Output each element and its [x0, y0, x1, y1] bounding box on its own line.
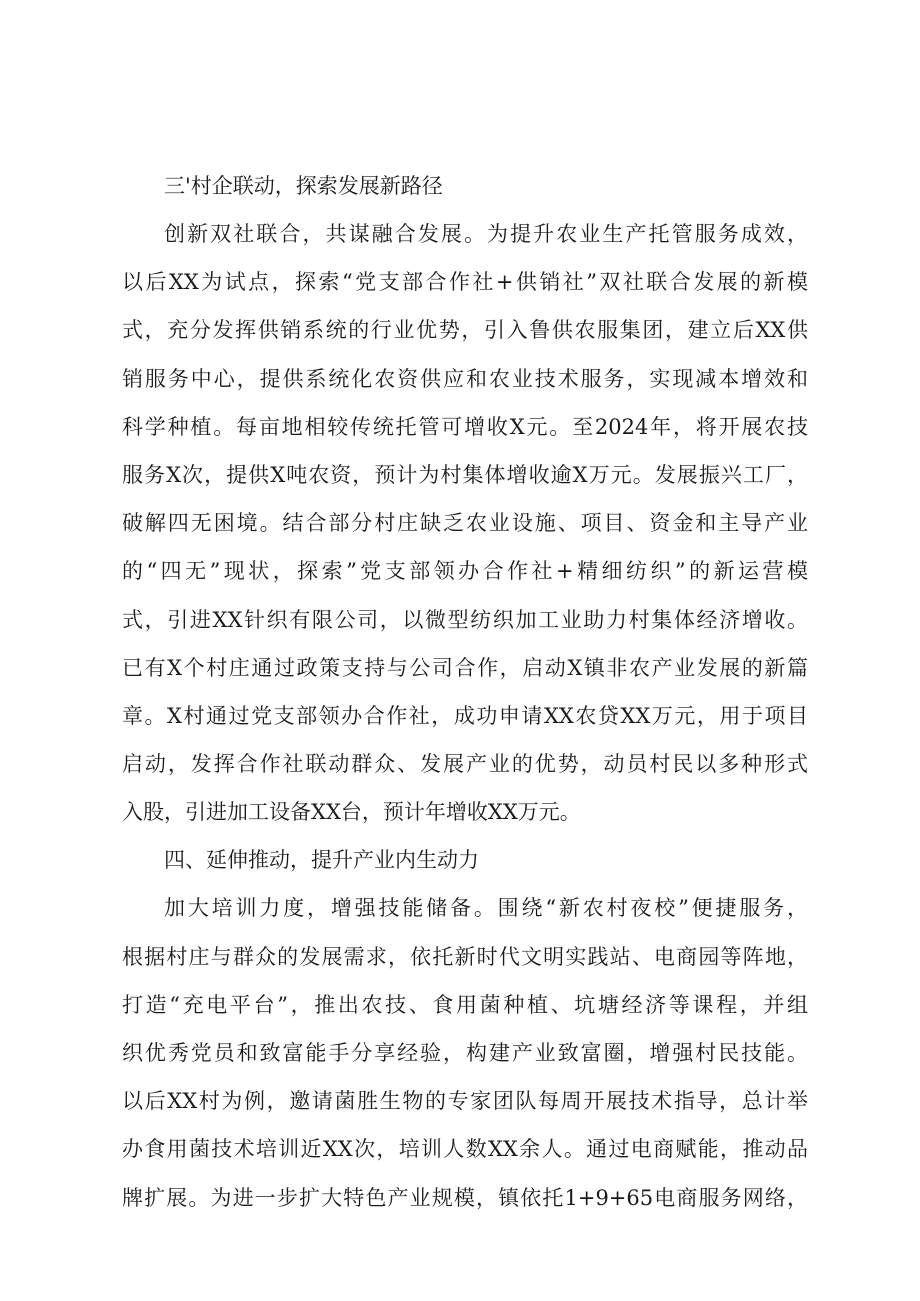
paragraph-line: 启动，发挥合作社联动群众、发展产业的优势，动员村民以多种形式 [122, 752, 808, 777]
paragraph-line: 办食用菌技术培训近XX次，培训人数XX余人。通过电商赋能，推动品 [122, 1137, 808, 1162]
paragraph-line: 破解四无困境。结合部分村庄缺乏农业设施、项目、资金和主导产业 [122, 511, 808, 536]
section-heading-4: 四、延伸推动，提升产业内生动力 [164, 848, 479, 873]
paragraph-line: 织优秀党员和致富能手分享经验，构建产业致富圈，增强村民技能。 [122, 1041, 808, 1065]
section-4-paragraph [122, 884, 808, 1221]
paragraph-line: 以后XX为试点，探索“党支部合作社+供销社”双社联合发展的新模 [122, 270, 808, 295]
paragraph-line: 章。X村通过党支部领办合作社，成功申请XX农贷XX万元，用于项目 [122, 703, 808, 728]
paragraph-line: 式，引进XX针织有限公司，以微型纺织加工业助力村集体经济增收。 [122, 607, 808, 632]
paragraph-line: 科学种植。每亩地相较传统托管可增收X元。至2024年，将开展农技 [122, 414, 808, 439]
paragraph-line: 服务X次，提供X吨农资，预计为村集体增收逾X万元。发展振兴工厂， [122, 462, 808, 487]
paragraph-line: 入股，引进加工设备XX台，预计年增收XX万元。 [122, 800, 581, 825]
document-body [122, 162, 808, 1222]
section-3-paragraph [122, 210, 808, 836]
paragraph-line: 已有X个村庄通过政策支持与公司合作，启动X镇非农产业发展的新篇 [122, 655, 808, 680]
paragraph-line: 的“四无”现状，探索”党支部领办合作社+精细纺织”的新运营模 [122, 559, 808, 584]
paragraph-line: 以后XX村为例，邀请菌胜生物的专家团队每周开展技术指导，总计举 [122, 1089, 808, 1114]
paragraph-line: 加大培训力度，增强技能储备。围绕“新农村夜校”便捷服务， [164, 896, 808, 921]
paragraph-line: 式，充分发挥供销系统的行业优势，引入鲁供农服集团，建立后XX供 [122, 318, 808, 343]
paragraph-line: 牌扩展。为进一步扩大特色产业规模，镇依托1+9+65电商服务网络， [122, 1185, 808, 1210]
paragraph-line: 销服务中心，提供系统化农资供应和农业技术服务，实现减本增效和 [122, 366, 808, 391]
section-heading-3: 三'村企联动，探索发展新路径 [164, 174, 443, 198]
paragraph-line: 打造“充电平台”，推出农技、食用菌种植、坑塘经济等课程，并组 [122, 992, 808, 1017]
paragraph-line: 根据村庄与群众的发展需求，依托新时代文明实践站、电商园等阵地， [122, 944, 808, 969]
paragraph-line: 创新双社联合，共谋融合发展。为提升农业生产托管服务成效， [164, 222, 808, 246]
